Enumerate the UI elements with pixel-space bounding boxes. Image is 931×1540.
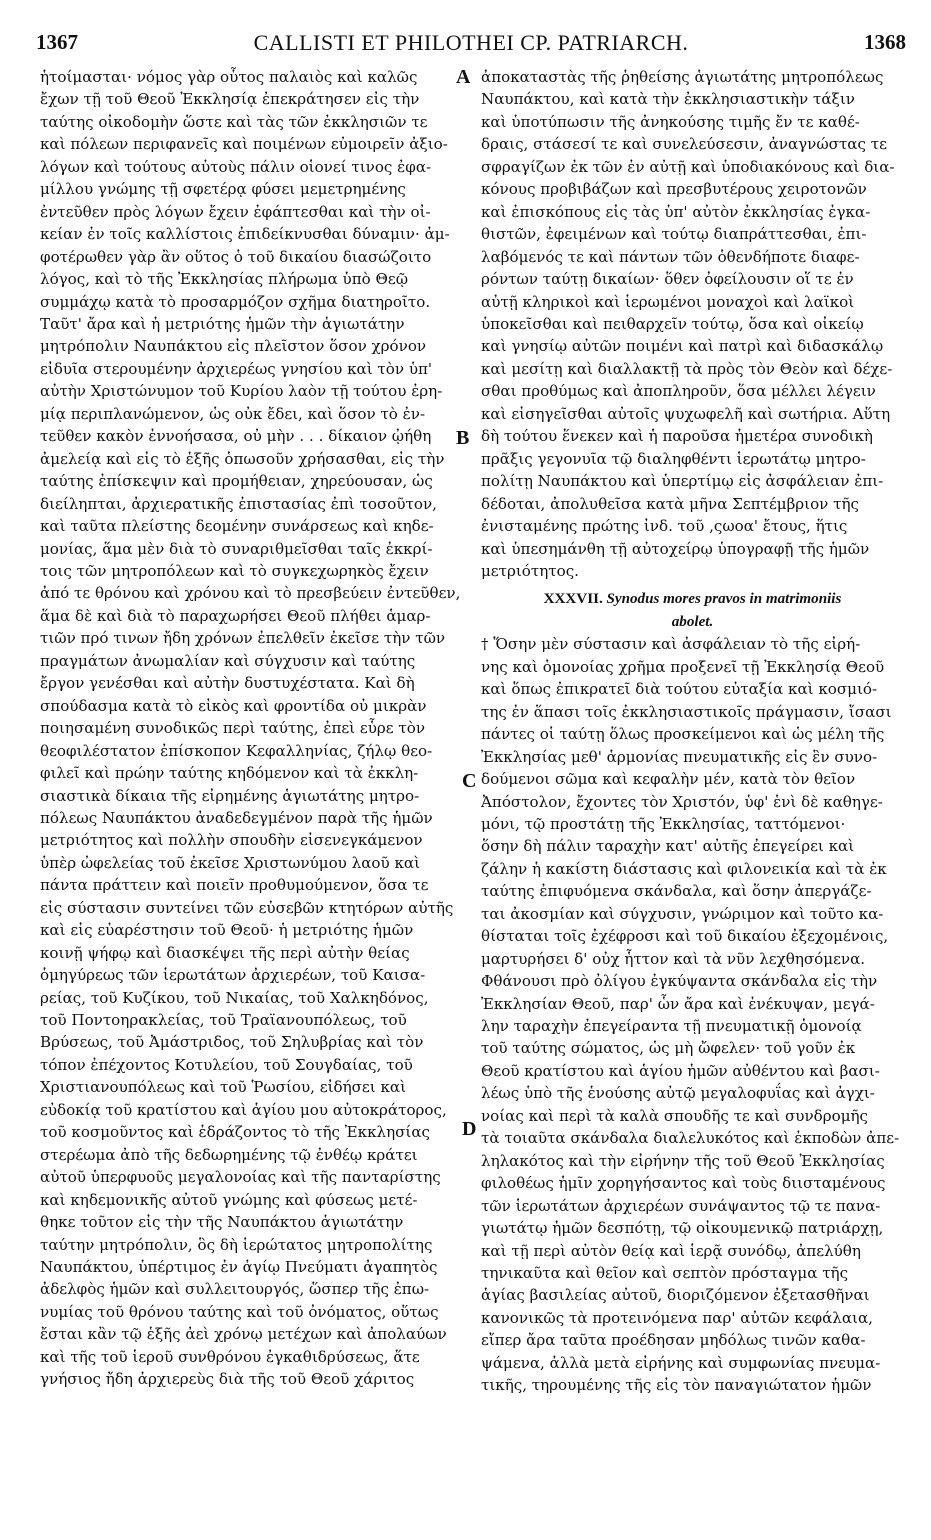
text-line: ἐνισταμένης πρώτης ἰνδ. τοῦ ,ςωοα' ἔτους, ἥτις	[481, 517, 848, 536]
text-line: καὶ ταῦτα πλείστης δεομένην συνάρσεως καὶ κηδε-	[40, 517, 434, 536]
text-line: πάντες οἱ ταύτῃ ὅλως προσκείμενοι καὶ ὡς μέλη τῆς	[481, 725, 885, 744]
text-line: εὐδοκίᾳ τοῦ κρατίστου καὶ ἁγίου μου αὐτοκράτορος,	[40, 1100, 447, 1119]
text-line: Ἀπόστολον, ἔχοντες τὸν Χριστόν, ὑφ' ἑνὶ δὲ καθηγε-	[481, 792, 883, 811]
text-line: τοις τῶν μητροπόλεων καὶ τὸ συγκεχωρηκὸς ἔχειν	[40, 561, 429, 580]
margin-letter-c: C	[462, 770, 477, 792]
text-line: διείληπται, ἀρχιερατικῆς ἐπιστασίας ἐπὶ τοσοῦτον,	[40, 494, 437, 513]
text-line: νης καὶ ὁμονοίας χρῆμα προξενεῖ τῇ Ἐκκλησίᾳ Θεοῦ	[481, 657, 885, 676]
text-line: τὰ τοιαῦτα σκάνδαλα διαλελυκότος καὶ ἐκποδὼν ἀπε-	[481, 1129, 900, 1148]
right-column	[481, 66, 904, 1397]
text-line: τόπον ἐπέχοντος Κοτυλείου, τοῦ Σουγδαίας, τοῦ	[40, 1055, 413, 1074]
text-line: ρόντων ταύτῃ δικαίων· ὅθεν ὀφείλουσιν οἵ τε ἐν	[481, 270, 854, 289]
text-line: ἀμελείᾳ καὶ εἰς τὸ ἑξῆς ὁπωσοῦν χρήσασθαι, εἰς τὴν	[40, 449, 445, 468]
text-line: ὑπὲρ ὠφελείας τοῦ ἐκεῖσε Χριστωνύμου λαοῦ καὶ	[40, 853, 420, 872]
text-line: τοῦ Ποντοηρακλείας, τοῦ Τραϊανουπόλεως, τοῦ	[40, 1011, 407, 1030]
text-line: τεῦθεν κακὸν ἐννοήσασα, οὐ μὴν . . . δίκαιον ᾠήθη	[40, 427, 432, 446]
text-line: νυμίας τοῦ θρόνου ταύτης καὶ τοῦ ὀνόματος, οὕτως	[40, 1302, 439, 1321]
section-title-line-1: Synodus mores pravos in matrimoniis	[606, 591, 842, 608]
text-line: ὑποκεῖσθαι καὶ πειθαρχεῖν τούτῳ, ὅσα καὶ οἰκείῳ	[481, 314, 864, 333]
text-line: τηνικαῦτα καὶ θεῖον καὶ σεπτὸν πρόσταγμα τῆς	[481, 1264, 849, 1283]
text-line: μητρόπολιν Ναυπάκτου εἰς πλεῖστον ὅσον χρόνον	[40, 337, 427, 356]
text-line: λέως ὑπὸ τῆς ἑνούσης αὐτῷ μεγαλοφυΐας καὶ ἀγχι-	[481, 1084, 875, 1103]
text-line: αὐτοῦ ὑπερφυοῦς μεγαλονοίας καὶ τῆς πανταρίστης	[40, 1168, 441, 1187]
text-line: καὶ εἰς εὐαρέστησιν τοῦ Θεοῦ· ἡ μετριότης ἡμῶν	[40, 921, 414, 940]
text-line: δὴ τούτου ἕνεκεν καὶ ἡ παροῦσα ἡμετέρα συνοδικὴ	[481, 427, 873, 446]
text-line: καὶ ἐπισκόπους εἰς τὰς ὑπ' αὐτὸν ἐκκλησίας ἐγκα-	[481, 202, 871, 221]
text-line: ταύτης ἐπίσκεψιν καὶ προμήθειαν, χηρεύουσαν, ὡς	[40, 472, 433, 491]
text-line: † Ὅσην μὲν σύστασιν καὶ ἀσφάλειαν τὸ τῆς εἰρή-	[481, 635, 861, 654]
text-line: στερέωμα ἀπὸ τῆς δεδωρημένης τῷ ἐνθέῳ κράτει	[40, 1145, 418, 1164]
margin-letter-b: B	[456, 427, 470, 449]
text-line: της ἐν ἅπασι τοῖς ἐκκλησιαστικοῖς πράγμασιν, ἴσασι	[481, 702, 892, 721]
text-line: Ναυπάκτου, καὶ κατὰ τὴν ἐκκλησιαστικὴν τάξιν	[481, 90, 855, 109]
text-line: ἔσται κἂν τῷ ἑξῆς ἀεὶ χρόνῳ μετέχων καὶ ἀπολαύων	[40, 1325, 447, 1344]
margin-letter-a: A	[456, 66, 471, 88]
text-line: τῶν ἱερωτάτων ἀρχιερέων συνάψαντος τῷ τε πανα-	[481, 1196, 881, 1215]
text-line: καὶ μεσίτῃ καὶ διαλλακτῇ τὰ πρὸς τὸν Θεὸν καὶ δέχε-	[481, 359, 893, 378]
text-line: φιλοθέως ἡμῖν χορηγήσαντος καὶ τοὺς διισταμένους	[481, 1174, 886, 1193]
text-line: συμμάχῳ κατὰ τὸ προσαρμόζον σχῆμα διατηροῖτο.	[40, 292, 431, 311]
text-line: ται ἀκοσμίαν καὶ σύγχυσιν, γνώριμον καὶ τοῦτο κα-	[481, 904, 884, 923]
right-column-bottom-text	[481, 633, 904, 1396]
text-line: σθαι προθύμως καὶ ἀποπληροῦν, ὅσα μέλλει λέγειν	[481, 382, 876, 401]
page-number-right: 1368	[864, 30, 906, 54]
text-line: μίᾳ περιπλανώμενον, ὡς οὐκ ἔδει, καὶ ὅσον τὸ ἐν-	[40, 404, 426, 423]
text-line: ταύτην μητρόπολιν, ὃς δὴ ἱερώτατος μητροπολίτης	[40, 1235, 433, 1254]
text-line: ὅσην δὴ πάλιν ταραχὴν κατ' αὐτῆς ἐπεγείρει καὶ	[481, 837, 855, 856]
left-column	[40, 66, 463, 1391]
text-line: καὶ ὑποτύπωσιν τῆς ἀνηκούσης τιμῆς ἔν τε καθέ-	[481, 112, 860, 131]
text-line: ἅμα δὲ καὶ διὰ τὸ παραχωρήσει Θεοῦ πλήθει ἁμαρ-	[40, 606, 431, 625]
text-line: φιλεῖ καὶ πρώην ταύτης κηδόμενον καὶ τὰ ἐκκλη-	[40, 764, 419, 783]
text-line: εἰδυῖα στερουμένην ἀρχιερέως γνησίου καὶ τὸν ὑπ'	[40, 359, 433, 378]
text-line: καὶ τῆς τοῦ ἱεροῦ συνθρόνου ἐγκαθιδρύσεως, ἅτε	[40, 1347, 420, 1366]
text-line: θίσταται τοῖς ἐχέφροσι καὶ τοῦ δικαίου ἐξεχομένοις,	[481, 927, 889, 946]
text-line: πάντα πράττειν καὶ ποιεῖν προθυμούμενον, ὅσα τε	[40, 876, 429, 895]
text-line: ἀδελφὸς ἡμῶν καὶ συλλειτουργός, ὥσπερ τῆς ἐπω-	[40, 1280, 430, 1299]
text-line: ἀποκαταστὰς τῆς ῥηθείσης ἁγιωτάτης μητροπόλεως	[481, 68, 884, 86]
text-line: γιωτάτῳ ἡμῶν δεσπότῃ, τῷ οἰκουμενικῷ πατριάρχῃ,	[481, 1219, 884, 1238]
text-line: Ναυπάκτου, ὑπέρτιμος ἐν ἁγίῳ Πνεύματι ἀγαπητὸς	[40, 1258, 438, 1277]
text-line: σπούδασμα κατὰ τὸ εἰκὸς καὶ φροντίδα οὐ μικρὰν	[40, 696, 427, 715]
text-line: μετριότητος.	[481, 561, 579, 580]
running-header	[36, 30, 906, 64]
text-line: πόλεως Ναυπάκτου ἀναδεδεγμένον παρὰ τῆς ἡμῶν	[40, 808, 433, 827]
section-title-line-2: abolet.	[671, 613, 714, 630]
text-line: καὶ τῇ περὶ αὐτὸν θείᾳ καὶ ἱερᾷ συνόδῳ, ἀπελύθη	[481, 1241, 861, 1260]
text-line: τιῶν πρό τινων ἤδη χρόνων ἐπελθεῖν ἐκεῖσε τὴν τῶν	[40, 629, 446, 648]
text-line: Ἐκκλησίαν Θεοῦ, παρ' ὧν ἄρα καὶ ἐνέκυψαν, μεγά-	[481, 994, 875, 1013]
text-line: δραις, στάσεσί τε καὶ συνελεύσεσιν, ἀναγνώστας τε	[481, 135, 887, 154]
text-line: μόνι, τῷ προστάτῃ τῆς Ἐκκλησίας, ταττόμενοι·	[481, 814, 846, 833]
text-line: καὶ πόλεων περιφανεῖς καὶ ποιμένων εὐμοιρεῖν ἀξιο-	[40, 135, 448, 154]
text-line: κόνους προβιβάζων καὶ πρεσβυτέρους χειροτονῶν	[481, 180, 867, 199]
text-line: Βρύσεως, τοῦ Ἀμάστριδος, τοῦ Σηλυβρίας καὶ τὸν	[40, 1033, 424, 1052]
text-line: μετριότητος καὶ πολλὴν σπουδὴν εἰσενεγκάμενον	[40, 831, 423, 850]
text-line: ποιησαμένη συνοδικῶς περὶ ταύτης, ἐπεὶ εὗρε τὸν	[40, 719, 425, 738]
text-line: πολίτῃ Ναυπάκτου καὶ ὑπερτίμῳ εἰς ἀσφάλειαν ἐπι-	[481, 472, 884, 491]
text-line: καὶ ὑπεσημάνθη τῇ αὐτοχείρῳ ὑπογραφῇ τῆς ἡμῶν	[481, 539, 870, 558]
text-line: φοτέρωθεν γὰρ ἂν οὕτος ὁ τοῦ δικαίου διασώζοιτο	[40, 247, 432, 266]
text-line: ἔργον γενέσθαι καὶ αὐτὴν δυστυχέστατα. Καὶ δὴ	[40, 674, 415, 693]
text-line: κείαν ἐν τοῖς καλλίστοις ἐπιδείκνυσθαι δύναμιν· ἀμ-	[40, 225, 450, 244]
running-title: CALLISTI ET PHILOTHEI CP. PATRIARCH.	[253, 30, 689, 55]
page-number-left: 1367	[36, 30, 78, 54]
text-line: πραγμάτων ἀνωμαλίαν καὶ σύγχυσιν καὶ ταύτης	[40, 651, 416, 670]
text-line: αὐτῇ κληρικοὶ καὶ ἱερωμένοι μοναχοὶ καὶ λαϊκοὶ	[481, 292, 855, 311]
text-line: θιστῶν, ἐφειμένων καὶ τούτῳ διαπράττεσθαι, ἐπι-	[481, 225, 867, 244]
text-line: αὐτὴν Χριστώνυμον τοῦ Κυρίου λαὸν τῇ τούτου ἐρη-	[40, 382, 443, 401]
margin-letter-d: D	[462, 1118, 477, 1140]
text-line: εἰς σύστασιν συντείνει τῶν εὐσεβῶν κτητόρων αὐτῆς	[40, 898, 454, 917]
text-line: κανονικῶς τὰ προτεινόμενα παρ' αὐτῶν κεφάλαια,	[481, 1308, 873, 1327]
text-line: εἴπερ ἄρα ταῦτα προέδησαν μηδόλως τινῶν καθα-	[481, 1331, 866, 1350]
text-line: λην ταραχὴν ἐπεγείραντα τῇ πνευματικῇ ὁμονοίᾳ	[481, 1017, 862, 1036]
text-line: τοῦ ταύτης σώματος, ὡς μὴ ὤφελεν· τοῦ γοῦν ἐκ	[481, 1039, 856, 1058]
text-line: λόγος, καὶ τὸ τῆς Ἐκκλησίας πλήρωμα ὑπὸ Θεῷ	[40, 270, 409, 289]
text-line: ἡτοίμασται· νόμος γὰρ οὗτος παλαιὸς καὶ καλῶς	[40, 68, 418, 86]
text-line: θεοφιλέστατον ἐπίσκοπον Κεφαλληνίας, ζήλῳ θεο-	[40, 741, 433, 760]
text-line: λαβόμενός τε καὶ πάντων τῶν ὁθενδήποτε διαφε-	[481, 247, 860, 266]
text-line: ψάμενα, ἀλλὰ μετὰ εἰρήνης καὶ συμφωνίας πνευμα-	[481, 1353, 881, 1372]
text-line: δούμενοι σῶμα καὶ κεφαλὴν μέν, κατὰ τὸν θεῖον	[481, 770, 856, 789]
text-line: Ταῦτ' ἄρα καὶ ἡ μετριότης ἡμῶν τὴν ἁγιωτάτην	[40, 314, 405, 333]
text-line: ἀπό τε θρόνου καὶ χρόνου καὶ τὸ πρεσβεύειν ἐντεῦθεν,	[40, 584, 461, 603]
text-line: ἁγίας βασιλείας αὐτοῦ, διοριζόμενον ἐξετασθῆναι	[481, 1286, 870, 1305]
text-line: ἐντεῦθεν πρὸς λόγων ἔχειν ἐφάπτεσθαι καὶ τὴν οἰ-	[40, 202, 431, 221]
text-line: μαρτυρήσει δ' οὐχ ἧττον καὶ τὰ νῦν λεχθησόμενα.	[481, 949, 866, 968]
text-line: Θεοῦ κρατίστου καὶ ἁγίου ἡμῶν αὐθέντου καὶ βασι-	[481, 1061, 880, 1080]
section-number: XXXVII.	[543, 591, 603, 608]
text-line: πρᾶξις γεγονυῖα τῷ διαληφθέντι ἱερωτάτῳ μητρο-	[481, 449, 866, 468]
text-line: ταύτης οἰκοδομὴν ὥστε καὶ τὰς τῶν ἐκκλησιῶν τε	[40, 112, 428, 131]
text-line: καὶ κηδεμονικῆς αὐτοῦ γνώμης καὶ φύσεως μετέ-	[40, 1190, 418, 1209]
text-line: ὁμηγύρεως τῶν ἱερωτάτων ἀρχιερέων, τοῦ Καισα-	[40, 966, 426, 985]
text-line: τοῦ κοσμοῦντος καὶ ἑδράζοντος τὸ τῆς Ἐκκλησίας	[40, 1123, 430, 1142]
text-line: λόγων καὶ τούτους αὐτοὺς πάλιν οἱονεί τινος ἐφα-	[40, 157, 432, 176]
text-line: Ἐκκλησίας μεθ' ἁρμονίας πνευματικῆς εἰς ἓν συνο-	[481, 747, 878, 766]
text-line: μίλλου γνώμης τῇ σφετέρᾳ φύσει μεμετρημένης	[40, 180, 406, 199]
text-line: ρείας, τοῦ Κυζίκου, τοῦ Νικαίας, τοῦ Χαλκηδόνος,	[40, 988, 429, 1007]
text-line: δέδοται, ἀπολυθεῖσα κατὰ μῆνα Σεπτέμβριον τῆς	[481, 494, 859, 513]
text-line: κοινῇ ψήφῳ καὶ διασκέψει τῆς περὶ αὐτὴν θείας	[40, 943, 410, 962]
text-line: γνήσιος ἤδη ἀρχιερεὺς διὰ τῆς τοῦ Θεοῦ χάριτος	[40, 1370, 415, 1389]
text-line: ληλακότος καὶ τὴν εἰρήνην τῆς τοῦ Θεοῦ Ἐκκλησίας	[481, 1151, 885, 1170]
text-line: ταύτης ἐπιφυόμενα σκάνδαλα, καὶ ὅσην ἀπεργάζε-	[481, 882, 872, 901]
text-line: ζάλην ἡ κακίστη διάστασις καὶ φιλονεικία καὶ τὰ ἐκ	[481, 859, 887, 878]
text-line: ἔχων τῇ τοῦ Θεοῦ Ἐκκλησίᾳ ἐπεκράτησεν εἰς τὴν	[40, 90, 420, 109]
text-line: θηκε τοῦτον εἰς τὴν τῆς Ναυπάκτου ἁγιωτάτην	[40, 1213, 404, 1232]
text-line: καὶ ὅπως ἐπικρατεῖ διὰ τούτου εὐταξία καὶ κοσμιό-	[481, 680, 878, 699]
text-line: καὶ εἰσηγεῖσθαι αὐτοῖς ψυχωφελῆ καὶ σωτήρια. Αὕτη	[481, 404, 891, 423]
text-line: καὶ γνησίῳ αὐτῶν ποιμένι καὶ πατρὶ καὶ διδασκάλῳ	[481, 337, 884, 356]
section-heading-line-2	[481, 611, 904, 633]
text-line: τικῆς, τηρουμένης τῆς εἰς τὸν παναγιώτατον ἡμῶν	[481, 1376, 872, 1395]
text-line: μονίας, ἅμα μὲν διὰ τὸ συναριθμεῖσθαι ταῖς ἐκκρί-	[40, 539, 433, 558]
text-line: Φθάνουσι πρὸ ὀλίγου ἐγκύψαντα σκάνδαλα εἰς τὴν	[481, 972, 878, 991]
text-line: Χριστιανουπόλεως καὶ τοῦ Ῥωσίου, εἰδήσει καὶ	[40, 1078, 407, 1097]
section-heading	[481, 588, 904, 610]
text-line: νοίας καὶ περὶ τὰ καλὰ σπουδῆς τε καὶ συνδρομῆς	[481, 1106, 869, 1125]
text-line: σφραγίζων ἐκ τῶν ἐν αὐτῇ καὶ ὑποδιακόνους καὶ δια-	[481, 157, 895, 176]
text-line: σιαστικὰ δίκαια τῆς εἰρημένης ἁγιωτάτης μητρο-	[40, 786, 420, 805]
right-column-top-text	[481, 66, 904, 582]
